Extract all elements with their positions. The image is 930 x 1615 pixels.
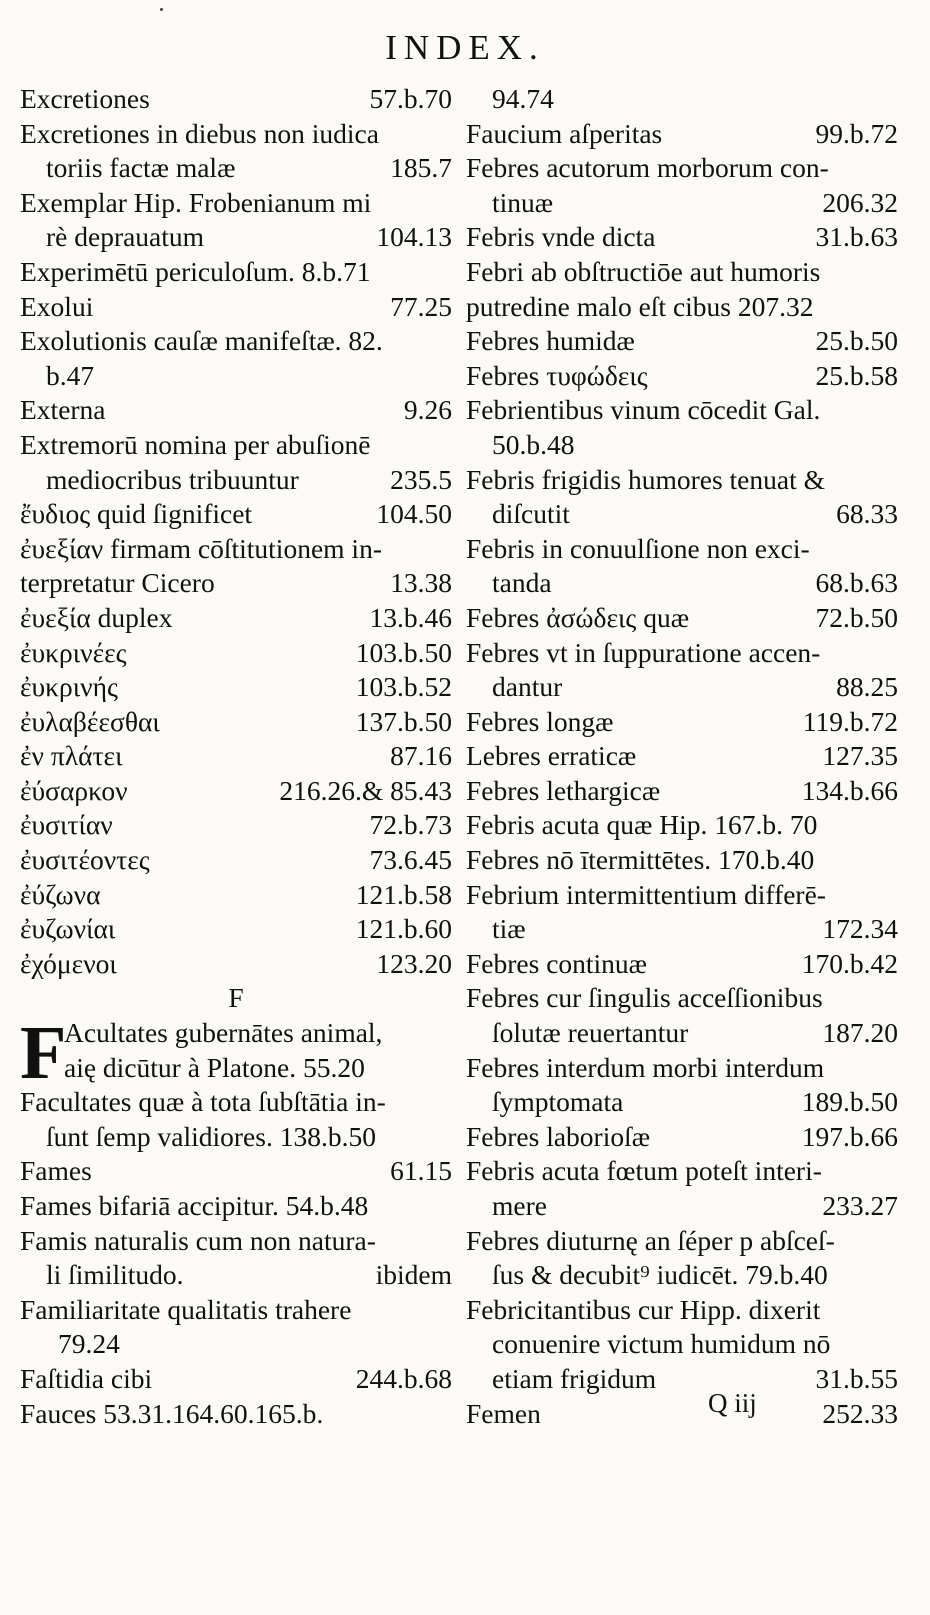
entry-text: ἐχόμενοι [20, 947, 117, 979]
entry-text: Febrientibus vinum cōcedit Gal. [466, 394, 821, 426]
entry-text: ἐύσαρκον [20, 774, 128, 806]
entry-page-ref: 189.b.50 [801, 1086, 898, 1118]
entry-text: ἐν πλάτει [20, 740, 123, 772]
entry-page-ref: 99.b.72 [815, 117, 898, 149]
entry-text: Excretiones [20, 83, 150, 114]
entry-text: Febres lethargicæ [466, 774, 661, 806]
entry-text: ἐυεξίαν firmam cōſtitutionem in- [20, 532, 382, 564]
index-entry [466, 774, 898, 809]
entry-text: putredine malo eſt cibus 207.32 [466, 290, 814, 322]
entry-page-ref: 172.34 [822, 913, 898, 945]
entry-page-ref: 57.b.70 [369, 83, 452, 114]
index-entry [20, 739, 452, 774]
entry-text: tiæ [492, 913, 526, 945]
entry-text: tinuæ [492, 186, 554, 218]
index-entry [466, 981, 898, 1016]
entry-text: ἐύζωνα [20, 878, 101, 910]
entry-page-ref: 103.b.50 [355, 636, 452, 668]
entry-text: ἐυσιτέοντες [20, 844, 150, 876]
entry-text: dantur [492, 671, 563, 703]
index-entry [466, 1293, 898, 1328]
entry-text: Fauces 53.31.164.60.165.b. [20, 1397, 324, 1429]
entry-text: ἐυκρινέες [20, 636, 127, 668]
index-entry [20, 1154, 452, 1189]
entry-page-ref: 31.b.63 [815, 221, 898, 253]
index-entry [466, 117, 898, 152]
index-entry [466, 255, 898, 290]
entry-page-ref: 88.25 [836, 671, 898, 703]
entry-text: Externa [20, 394, 106, 426]
entry-text: Febris frigidis humores tenuat & [466, 463, 825, 495]
entry-text: b.47 [46, 359, 95, 391]
index-entry [466, 1085, 898, 1120]
index-entry [20, 82, 452, 117]
index-entry [466, 1258, 898, 1293]
entry-text: Experimētū periculoſum. 8.b.71 [20, 255, 371, 287]
entry-text: Febres acutorum morborum con- [466, 152, 829, 184]
index-entry [466, 324, 898, 359]
index-column-right [466, 82, 898, 1431]
entry-page-ref: 252.33 [822, 1397, 898, 1429]
entry-text: Febres diuturnę an ſéper p abſceſ- [466, 1224, 835, 1256]
entry-text: aię dicūtur à Platone. 55.20 [64, 1051, 365, 1083]
index-entry [20, 255, 452, 290]
index-entry [466, 1327, 898, 1362]
entry-text: ſymptomata [492, 1086, 624, 1118]
entry-page-ref: 127.35 [822, 740, 898, 772]
index-entry [20, 601, 452, 636]
drop-cap-letter: F [20, 1011, 67, 1096]
entry-text: Extremorū nomina per abuſionē [20, 428, 371, 460]
entry-text: ἔυδιος quid ſignificet [20, 498, 253, 530]
index-entry [20, 497, 452, 532]
index-entry [20, 290, 452, 325]
entry-text: ἐυκρινής [20, 671, 118, 703]
entry-page-ref: 68.33 [836, 498, 898, 530]
index-entry [20, 151, 452, 186]
entry-text: Febris in conuulſione non exci- [466, 532, 810, 564]
entry-text: Febris acuta fœtum poteſt interi- [466, 1155, 822, 1187]
index-entry [466, 290, 898, 325]
entry-text: etiam frigidum [492, 1362, 657, 1394]
index-entry [466, 670, 898, 705]
entry-text: Febres τυφώδεις [466, 359, 648, 391]
index-entry [466, 947, 898, 982]
index-entry [20, 359, 452, 394]
index-entry [20, 912, 452, 947]
entry-text: Exemplar Hip. Frobenianum mi [20, 186, 372, 218]
entry-text: Fames bifariā accipitur. 54.b.48 [20, 1190, 369, 1221]
index-entry [466, 566, 898, 601]
index-entry [20, 774, 452, 809]
index-entry [20, 1397, 452, 1432]
entry-page-ref: 87.16 [390, 740, 452, 772]
index-entry [466, 636, 898, 671]
index-entry [20, 947, 452, 982]
entry-page-ref: 197.b.66 [801, 1120, 898, 1152]
index-entry [20, 393, 452, 428]
entry-page-ref: 13.38 [390, 567, 452, 599]
index-entry [466, 739, 898, 774]
entry-text: ἐυλαβέεσθαι [20, 705, 160, 737]
index-entry [20, 1258, 452, 1293]
entry-page-ref: 25.b.50 [815, 325, 898, 357]
entry-page-ref: 123.20 [376, 947, 452, 979]
entry-text: 94.74 [492, 83, 554, 114]
index-entry [466, 878, 898, 913]
entry-text: Febres ἀσώδεις quæ [466, 601, 690, 633]
entry-text: mere [492, 1190, 547, 1221]
index-entry [20, 220, 452, 255]
section-letter [20, 981, 452, 1016]
index-entry [466, 1189, 898, 1224]
entry-text: ſus & decubit⁹ iudicēt. 79.b.40 [492, 1259, 828, 1291]
entry-text: Febres longæ [466, 705, 614, 737]
index-entry [20, 808, 452, 843]
index-entry [20, 1085, 452, 1120]
index-entry [466, 1362, 898, 1397]
entry-text: tanda [492, 567, 552, 599]
entry-page-ref: 77.25 [390, 290, 452, 322]
entry-text: Febres humidæ [466, 325, 635, 357]
index-entry [20, 1224, 452, 1259]
entry-text: Facultates quæ à tota ſubſtātia in- [20, 1086, 386, 1118]
index-entry [466, 532, 898, 567]
entry-page-ref: 104.50 [376, 498, 452, 530]
entry-page-ref: 206.32 [822, 186, 898, 218]
entry-text: diſcutit [492, 498, 570, 530]
entry-text: ἐυσιτίαν [20, 809, 113, 841]
index-entry [466, 220, 898, 255]
index-entry [20, 463, 452, 498]
entry-page-ref: 185.7 [390, 152, 452, 184]
index-entry [20, 843, 452, 878]
entry-text: ſolutæ reuertantur [492, 1017, 689, 1049]
entry-page-ref: 244.b.68 [355, 1362, 452, 1394]
entry-text: Febres continuæ [466, 947, 648, 979]
entry-text: toriis factæ malæ [46, 152, 236, 184]
entry-page-ref: 103.b.52 [355, 671, 452, 703]
ink-speck [160, 8, 163, 11]
page-header: INDEX. [385, 28, 545, 67]
index-entry [466, 808, 898, 843]
index-entry [466, 82, 898, 117]
index-entry [466, 912, 898, 947]
entry-page-ref: 187.20 [822, 1017, 898, 1049]
entry-text: Femen [466, 1397, 541, 1429]
entry-text: Exolui [20, 290, 94, 322]
index-entry [466, 1051, 898, 1086]
entry-text: Excretiones in diebus non iudica [20, 117, 379, 149]
entry-page-ref: 134.b.66 [801, 774, 898, 806]
entry-text: Febris acuta quæ Hip. 167.b. 70 [466, 809, 818, 841]
entry-text: ſunt ſemp validiores. 138.b.50 [46, 1120, 376, 1152]
entry-text: Febres laborioſæ [466, 1120, 651, 1152]
index-entry [466, 1016, 898, 1051]
entry-page-ref: 121.b.60 [355, 913, 452, 945]
index-entry [20, 1189, 452, 1224]
index-entry [20, 670, 452, 705]
entry-page-ref: 13.b.46 [369, 601, 452, 633]
entry-page-ref: 137.b.50 [355, 705, 452, 737]
entry-page-ref: 104.13 [376, 221, 452, 253]
entry-text: 79.24 [58, 1328, 120, 1360]
entry-page-ref: 31.b.55 [815, 1362, 898, 1394]
index-entry [20, 324, 452, 359]
index-entry [466, 393, 898, 428]
index-entry [20, 1327, 452, 1362]
entry-text: Febrium intermittentium differē- [466, 878, 826, 910]
index-entry [20, 428, 452, 463]
index-entry [20, 1362, 452, 1397]
entry-text: Faucium aſperitas [466, 117, 663, 149]
signature-mark: Q iij [708, 1388, 757, 1418]
entry-page-ref: 216.26.& 85.43 [279, 774, 452, 806]
entry-page-ref: 61.15 [390, 1155, 452, 1187]
entry-page-ref: 68.b.63 [815, 567, 898, 599]
entry-text: Acultates gubernātes animal, [64, 1017, 383, 1049]
entry-text: Febres cur ſingulis acceſſionibus [466, 982, 823, 1014]
entry-text: ἐυζωνίαι [20, 913, 116, 945]
entry-page-ref: 121.b.58 [355, 878, 452, 910]
index-entry [466, 601, 898, 636]
entry-page-ref: 72.b.50 [815, 601, 898, 633]
index-entry [466, 463, 898, 498]
entry-page-ref: 25.b.58 [815, 359, 898, 391]
entry-text: Febri ab obſtructiōe aut humoris [466, 255, 821, 287]
entry-text: F [228, 982, 244, 1014]
entry-text: mediocribus tribuuntur [46, 463, 299, 495]
index-entry [466, 1154, 898, 1189]
entry-text: rè deprauatum [46, 221, 205, 253]
index-entry [20, 532, 452, 567]
entry-text: conuenire victum humidum nō [492, 1328, 831, 1360]
entry-text: Febres vt in ſuppuratione accen- [466, 636, 821, 668]
entry-text: Febres nō ītermittētes. 170.b.40 [466, 844, 815, 876]
index-entry [20, 705, 452, 740]
entry-text: li ſimilitudo. [46, 1259, 184, 1291]
index-entry [20, 117, 452, 152]
index-entry [466, 497, 898, 532]
index-entry [466, 705, 898, 740]
entry-text: Lebres erraticæ [466, 740, 637, 772]
index-entry [466, 151, 898, 186]
entry-text: Familiaritate qualitatis trahere [20, 1293, 352, 1325]
entry-text: Famis naturalis cum non natura- [20, 1224, 376, 1256]
entry-page-ref: 170.b.42 [801, 947, 898, 979]
entry-text: Febricitantibus cur Hipp. dixerit [466, 1293, 821, 1325]
entry-page-ref: 235.5 [390, 463, 452, 495]
entry-text: ἐυεξία duplex [20, 601, 173, 633]
index-entry [466, 428, 898, 463]
index-entry [20, 566, 452, 601]
index-entry [20, 186, 452, 221]
index-column-left [20, 82, 452, 1431]
entry-text: Fames [20, 1155, 92, 1187]
entry-text: Exolutionis cauſæ manifeſtæ. 82. [20, 325, 383, 357]
index-entry [20, 1293, 452, 1328]
entry-page-ref: 73.6.45 [369, 844, 452, 876]
index-entry [466, 186, 898, 221]
entry-page-ref: 9.26 [403, 394, 452, 426]
index-entry [20, 636, 452, 671]
entry-page-ref: 119.b.72 [802, 705, 898, 737]
entry-text: Febres interdum morbi interdum [466, 1051, 825, 1083]
index-entry-dropcap [20, 1011, 452, 1096]
entry-text: 50.b.48 [492, 428, 575, 460]
index-entry [20, 878, 452, 913]
entry-page-ref: 233.27 [822, 1190, 898, 1221]
index-entry [466, 843, 898, 878]
index-entry [466, 1397, 898, 1432]
entry-page-ref: ibidem [375, 1259, 452, 1291]
entry-page-ref: 72.b.73 [369, 809, 452, 841]
entry-text: terpretatur Cicero [20, 567, 215, 599]
index-entry [466, 1120, 898, 1155]
index-entry [466, 359, 898, 394]
index-entry [20, 1120, 452, 1155]
index-entry [466, 1224, 898, 1259]
entry-text: Faſtidia cibi [20, 1362, 153, 1394]
entry-text: Febris vnde dicta [466, 221, 656, 253]
